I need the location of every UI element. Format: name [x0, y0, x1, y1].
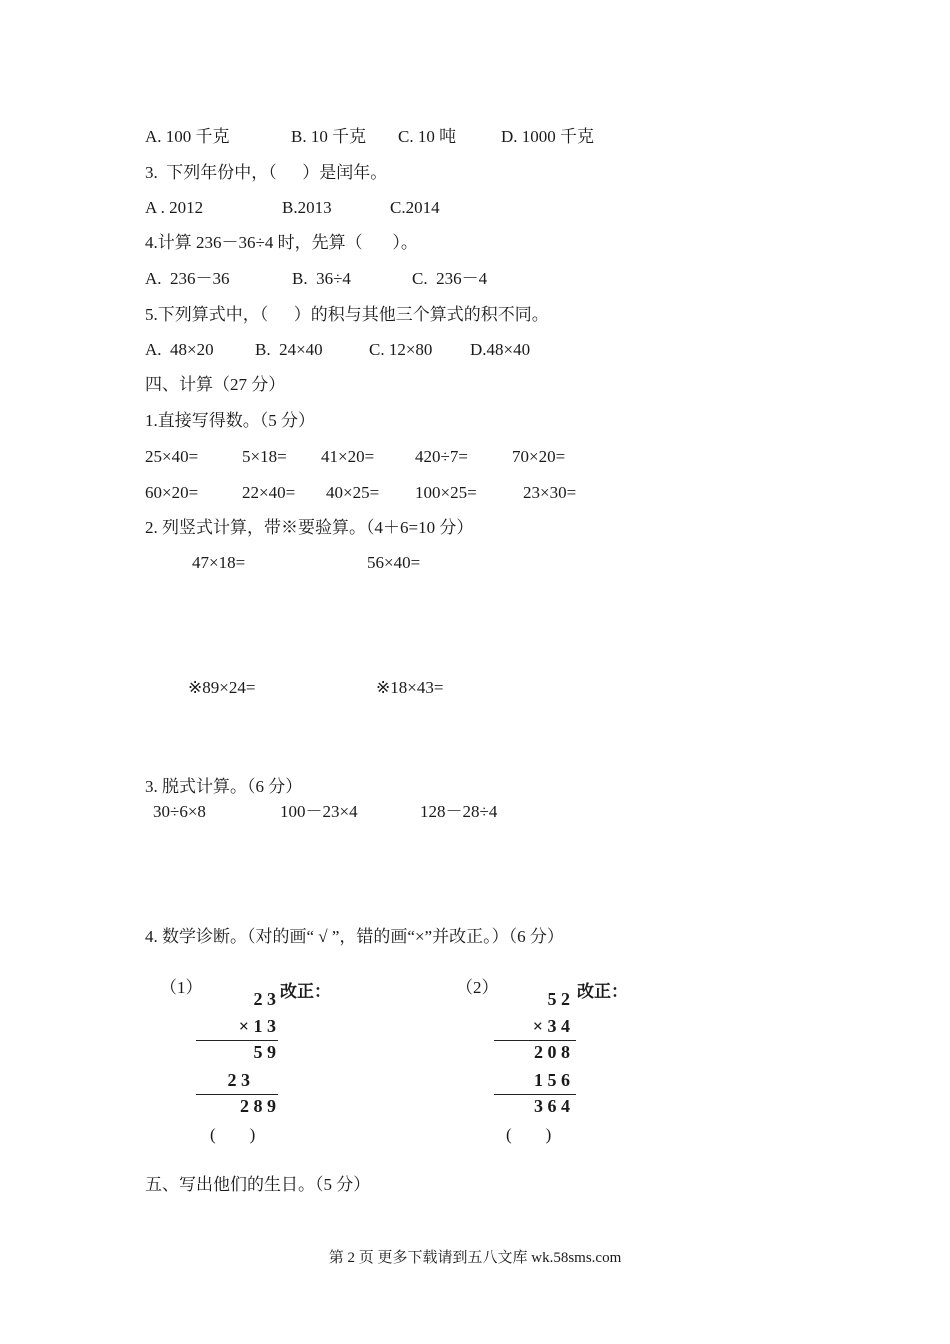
q3-option-c: C.2014: [390, 198, 440, 217]
oral-item: 22×40=: [242, 483, 296, 502]
oral-item: 41×20=: [321, 447, 375, 466]
q3-option-b: B.2013: [282, 198, 332, 217]
vertical-calc-item: 47×18=: [192, 553, 246, 572]
part1-title: 1.直接写得数。（5 分）: [145, 411, 315, 430]
diagnosis-row: 5 2: [547, 989, 570, 1009]
diagnosis-label: （1）: [160, 978, 203, 997]
diagnosis-row: × 3 4: [532, 1016, 570, 1036]
q4-option-a: A. 236－36: [145, 269, 230, 288]
oral-item: 420÷7=: [415, 447, 468, 466]
diagnosis-row: 2 8 9: [240, 1096, 276, 1116]
oral-item: 70×20=: [512, 447, 566, 466]
section5-title: 五、写出他们的生日。（5 分）: [145, 1175, 371, 1194]
q3-option-a: A . 2012: [145, 198, 204, 217]
oral-item: 5×18=: [242, 447, 287, 466]
part3-title: 3. 脱式计算。（6 分）: [145, 777, 303, 796]
diagnosis-row: 5 9: [253, 1042, 276, 1062]
q4-option-c: C. 236－4: [412, 269, 488, 288]
q5-option-d: D.48×40: [470, 340, 531, 359]
part2-title: 2. 列竖式计算，带※要验算。（4＋6=10 分）: [145, 518, 474, 537]
diagnosis-row: 1 5 6: [534, 1070, 570, 1090]
q5-question: 5.下列算式中，（ ）的积与其他三个算式的积不同。: [145, 305, 549, 324]
diagnosis-label: （2）: [456, 978, 499, 997]
answer-bracket[interactable]: ( ): [506, 1125, 552, 1144]
q5-option-a: A. 48×20: [145, 340, 214, 359]
answer-bracket[interactable]: ( ): [210, 1125, 256, 1144]
q3-question: 3. 下列年份中，（ ）是闰年。: [145, 163, 388, 182]
q4-question: 4.计算 236－36÷4 时，先算（ ）。: [145, 233, 418, 252]
calc-line: [494, 1040, 576, 1041]
q2-option-d: D. 1000 千克: [501, 127, 595, 146]
q2-option-c: C. 10 吨: [398, 127, 457, 146]
stepwise-item: 30÷6×8: [153, 802, 206, 821]
diagnosis-row: × 1 3: [238, 1016, 276, 1036]
q5-option-c: C. 12×80: [369, 340, 433, 359]
q2-option-b: B. 10 千克: [291, 127, 367, 146]
oral-item: 60×20=: [145, 483, 199, 502]
oral-item: 40×25=: [326, 483, 380, 502]
page-footer: 第 2 页 更多下载请到五八文库 wk.58sms.com: [328, 1250, 622, 1266]
stepwise-item: 100－23×4: [280, 802, 358, 821]
calc-line: [494, 1094, 576, 1095]
diagnosis-row: 2 3: [253, 989, 276, 1009]
vertical-calc-item: ※18×43=: [376, 678, 444, 697]
section4-title: 四、计算（27 分）: [145, 375, 286, 394]
q2-option-a: A. 100 千克: [145, 127, 230, 146]
calc-line: [196, 1040, 278, 1041]
correction-label: 改正：: [577, 982, 628, 1001]
vertical-calc-item: 56×40=: [367, 553, 421, 572]
diagnosis-row: 2 3: [227, 1070, 250, 1090]
calc-line: [196, 1094, 278, 1095]
oral-item: 23×30=: [523, 483, 577, 502]
q4-option-b: B. 36÷4: [292, 269, 351, 288]
diagnosis-row: 3 6 4: [534, 1096, 570, 1116]
stepwise-item: 128－28÷4: [420, 802, 498, 821]
vertical-calc-item: ※89×24=: [188, 678, 256, 697]
part4-title: 4. 数学诊断。（对的画“ √ ”，错的画“×”并改正。）（6 分）: [145, 927, 564, 946]
oral-item: 25×40=: [145, 447, 199, 466]
oral-item: 100×25=: [415, 483, 477, 502]
diagnosis-row: 2 0 8: [534, 1042, 570, 1062]
correction-label: 改正：: [280, 982, 331, 1001]
q5-option-b: B. 24×40: [255, 340, 323, 359]
